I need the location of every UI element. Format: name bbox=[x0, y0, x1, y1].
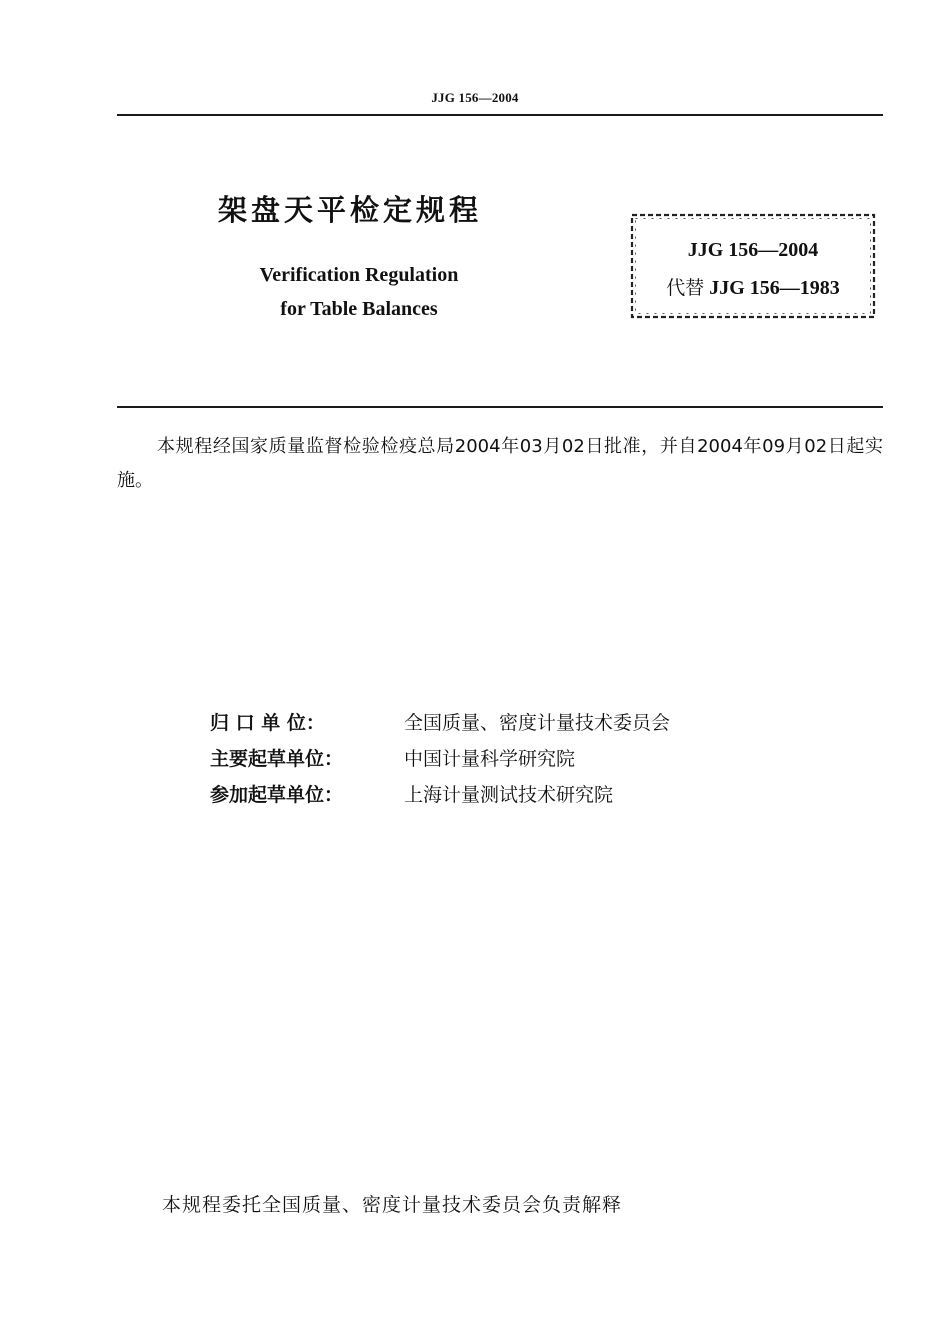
document-title-chinese: 架盘天平检定规程 bbox=[218, 193, 483, 227]
approval-statement: 本规程经国家质量监督检验检疫总局2004年03月02日批准，并自2004年09月02日起实施。 bbox=[117, 436, 883, 491]
unit-label: 归 口 单 位： bbox=[210, 712, 325, 734]
unit-label: 主要起草单位： bbox=[210, 748, 344, 770]
document-title-english bbox=[0, 258, 718, 326]
unit-value: 全国质量、密度计量技术委员会 bbox=[404, 712, 671, 734]
replaced-code: JJG 156—1983 bbox=[709, 277, 840, 299]
header-divider bbox=[117, 114, 883, 116]
title-divider bbox=[117, 406, 883, 408]
unit-value: 上海计量测试技术研究院 bbox=[404, 784, 614, 806]
code-box-current-code: JJG 156—2004 bbox=[687, 239, 819, 261]
unit-row-responsible bbox=[210, 705, 670, 741]
header-standard-code: JJG 156—2004 bbox=[431, 90, 519, 105]
unit-value: 中国计量科学研究院 bbox=[404, 748, 576, 770]
replaces-prefix: 代替 bbox=[666, 277, 705, 299]
standard-code-box bbox=[628, 211, 878, 321]
unit-row-main-drafter bbox=[210, 741, 670, 777]
title-en-line-1: Verification Regulation bbox=[259, 264, 459, 286]
code-box-replaces bbox=[628, 273, 878, 300]
unit-label: 参加起草单位： bbox=[210, 784, 344, 806]
interpretation-note: 本规程委托全国质量、密度计量技术委员会负责解释 bbox=[162, 1194, 623, 1216]
drafting-units bbox=[210, 705, 670, 813]
decorative-border-icon bbox=[628, 211, 878, 321]
unit-row-participating-drafter bbox=[210, 777, 670, 813]
title-en-line-2: for Table Balances bbox=[280, 298, 438, 320]
